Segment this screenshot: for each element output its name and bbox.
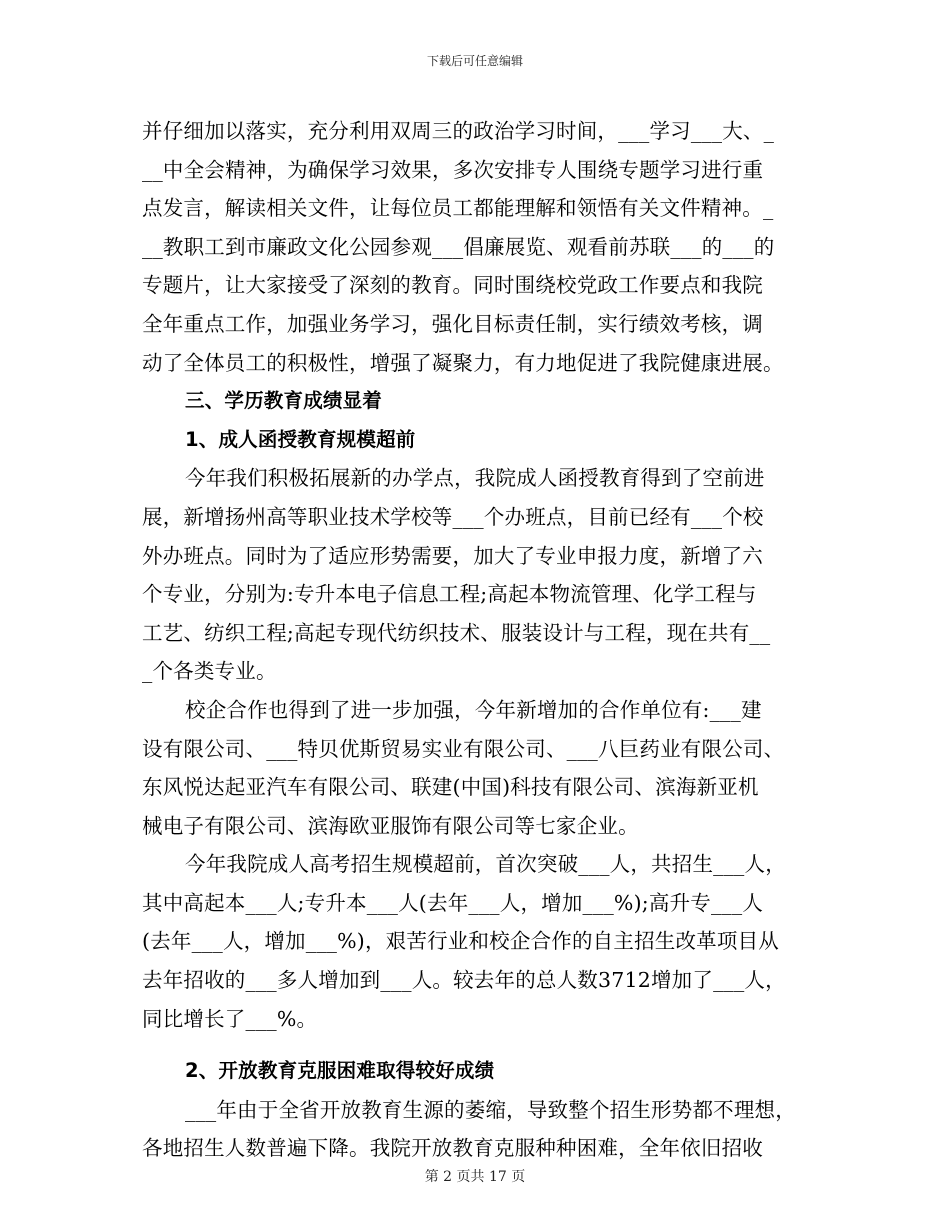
body-line: 其中高起本___人;专升本___人(去年___人，增加___%);高升专___人 xyxy=(142,890,764,915)
body-line: (去年___人，增加___%)，艰苦行业和校企合作的自主招生改革项目从 xyxy=(142,929,779,954)
body-line: 去年招收的___多人增加到___人。较去年的总人数3712增加了___人， xyxy=(142,968,786,993)
body-line: 展，新增扬州高等职业技术学校等___个办班点，目前已经有___个校 xyxy=(142,504,764,529)
section-heading: 三、学历教育成绩显着 xyxy=(185,389,383,413)
body-line: ___年由于全省开放教育生源的萎缩，导致整个招生形势都不理想， xyxy=(185,1097,796,1122)
body-line: 东风悦达起亚汽车有限公司、联建(中国)科技有限公司、滨海新亚机 xyxy=(142,775,759,800)
body-line: __中全会精神，为确保学习效果，多次安排专人围绕专题学习进行重 xyxy=(142,157,764,182)
body-line: 点发言，解读相关文件，让每位员工都能理解和领悟有关文件精神。_ xyxy=(142,196,774,221)
subsection-heading: 2、开放教育克服困难取得较好成绩 xyxy=(185,1059,495,1083)
body-line: __教职工到市廉政文化公园参观___倡廉展览、观看前苏联___的___的 xyxy=(142,234,775,259)
body-line: 动了全体员工的积极性，增强了凝聚力，有力地促进了我院健康进展。 xyxy=(142,350,784,375)
body-line: 设有限公司、___特贝优斯贸易实业有限公司、___八巨药业有限公司、 xyxy=(142,736,785,761)
body-line: 专题片，让大家接受了深刻的教育。同时围绕校党政工作要点和我院 xyxy=(142,273,763,298)
body-line: 同比增长了___%。 xyxy=(142,1006,318,1031)
page-header: 下载后可任意编辑 xyxy=(426,54,523,68)
body-line: _个各类专业。 xyxy=(142,659,277,684)
subsection-heading: 1、成人函授教育规模超前 xyxy=(185,427,416,451)
body-line: 今年我们积极拓展新的办学点，我院成人函授教育得到了空前进 xyxy=(185,466,765,491)
body-line: 并仔细加以落实，充分利用双周三的政治学习时间，___学习___大、_ xyxy=(142,119,775,143)
body-line: 各地招生人数普遍下降。我院开放教育克服种种困难，全年依旧招收 xyxy=(142,1136,763,1161)
body-line: 个专业，分别为:专升本电子信息工程;高起本物流管理、化学工程与 xyxy=(142,582,757,607)
body-line: 今年我院成人高考招生规模超前，首次突破___人，共招生___人， xyxy=(185,852,786,877)
body-line: 外办班点。同时为了适应形势需要，加大了专业申报力度，新增了六 xyxy=(142,543,763,568)
page-footer: 第 2 页共 17 页 xyxy=(424,1169,526,1185)
body-line: 械电子有限公司、滨海欧亚服饰有限公司等七家企业。 xyxy=(142,813,639,838)
body-line: 工艺、纺织工程;高起专现代纺织技术、服装设计与工程，现在共有__ xyxy=(142,620,771,645)
body-line: 校企合作也得到了进一步加强，今年新增加的合作单位有:___建 xyxy=(185,697,762,722)
body-line: 全年重点工作，加强业务学习，强化目标责任制，实行绩效考核，调 xyxy=(142,311,763,336)
document-body xyxy=(142,112,822,1168)
